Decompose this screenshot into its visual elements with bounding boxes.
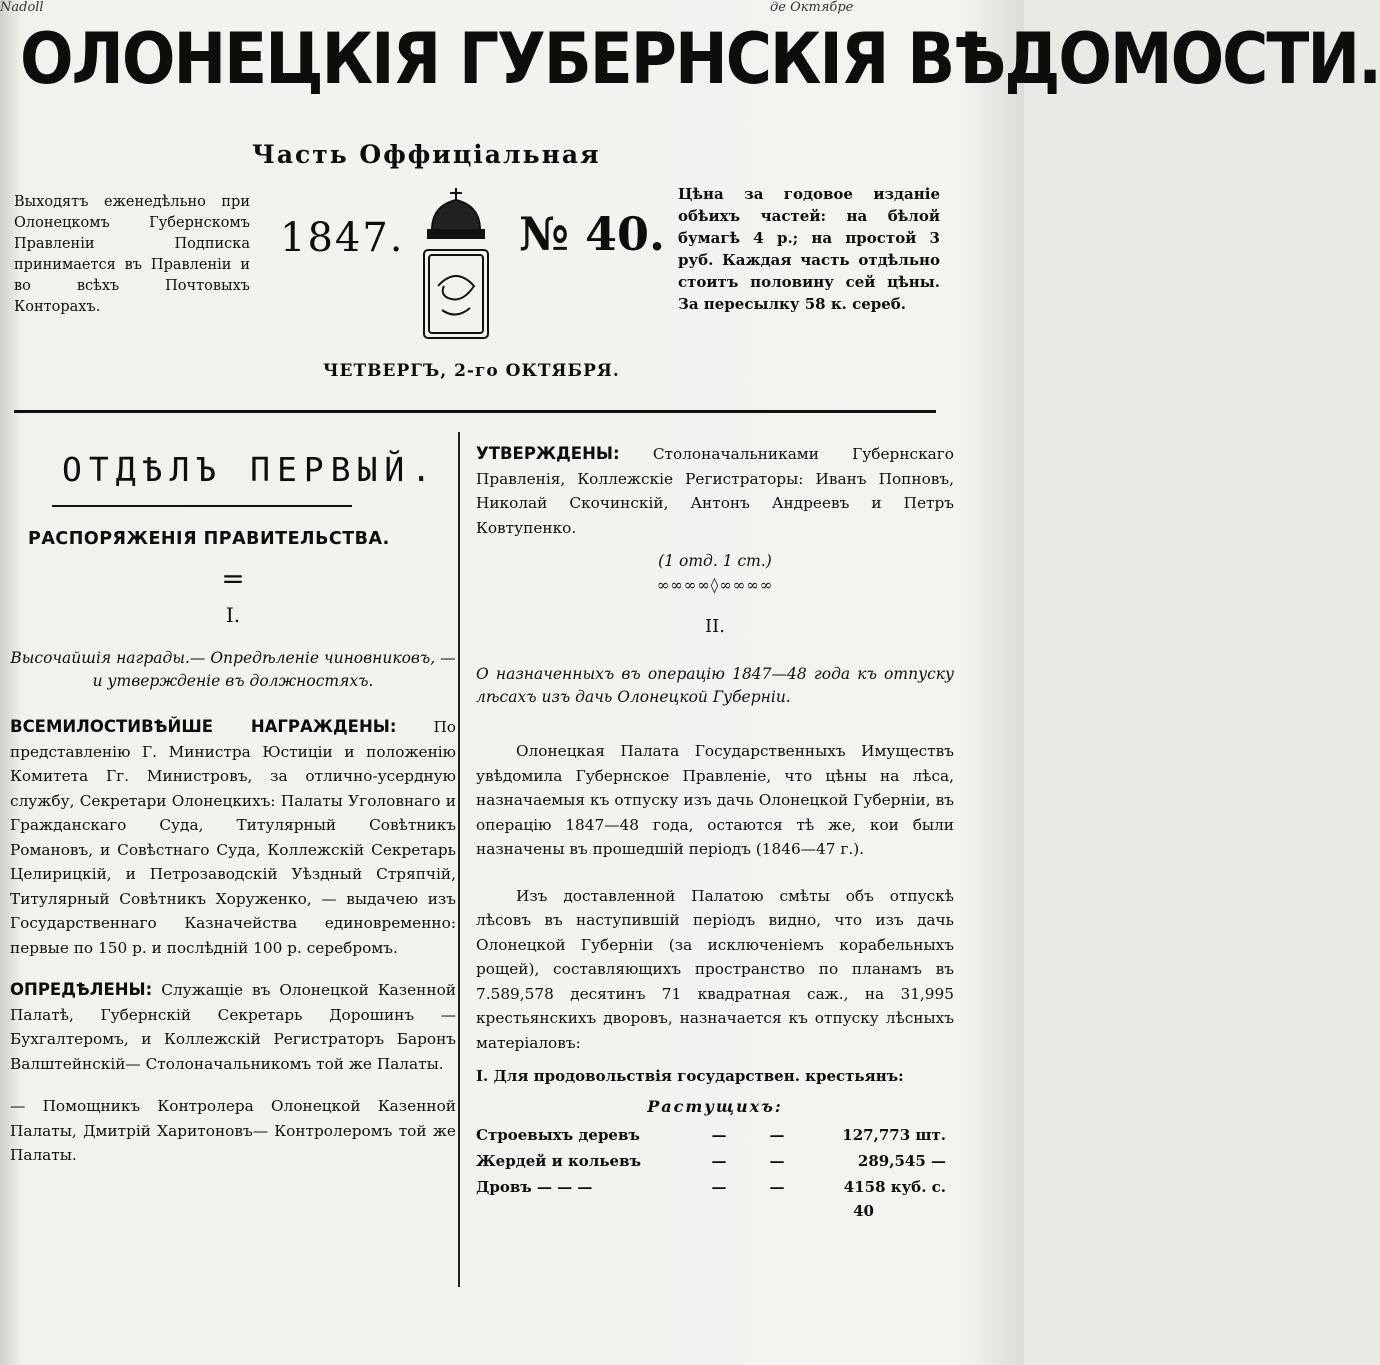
- issue-year: 1847.: [280, 215, 405, 261]
- row-label: Жердей и кольевъ: [476, 1152, 642, 1170]
- right-column: [476, 440, 954, 1220]
- row-dash: —: [711, 1126, 727, 1144]
- row-dash: —: [769, 1126, 785, 1144]
- price-note: Цѣна за годовое изданіе обѣихъ частей: на бѣлой бумагѣ 4 р.; на простой 3 руб. Каждая часть отдѣльно стоитъ половину сей цѣны. За пересылку 58 к. сереб.: [678, 185, 940, 313]
- left-column: [10, 440, 456, 1168]
- confirmed-text: Столоначальниками Губернскаго Правленія, Коллежскіе Регистраторы: Иванъ Попновъ, Николай Скочинскій, Антонъ Андреевъ и Петръ Ковтупенко.: [476, 445, 954, 537]
- page-number: 40: [853, 1202, 874, 1220]
- subscription-note: Выходятъ еженедѣльно при Олонецкомъ Губернскомъ Правленіи Подписка принимается въ Правленіи и во всѣхъ Почтовыхъ Конторахъ.: [14, 194, 250, 315]
- row-value: 4158 куб. с.: [843, 1178, 946, 1196]
- row-dash: —: [769, 1152, 785, 1170]
- peasants-subheading: I. Для продовольствія государствен. крестьянъ:: [476, 1067, 904, 1085]
- growing-heading: Растущихъ:: [647, 1097, 783, 1116]
- awards-text: По представленію Г. Министра Юстиціи и положенію Комитета Гг. Министровъ, за отлично-усердную службу, Секретари Олонецкихъ: Палаты Уголовнаго и Гражданскаго Суда, Титулярный Совѣтникъ Романовъ, и Совѣстнаго Суда, Коллежскій Секретарь Целирицкій, и Петрозаводскій Уѣздный Стряпчій, Титулярный Совѣтникъ Хоруженко, — выдачею изъ Государственнаго Казначейства единовременно: первые по 150 р. и послѣдній 100 р. серебромъ.: [10, 718, 456, 957]
- prices-paragraph: Олонецкая Палата Государственныхъ Имуществъ увѣдомила Губернское Правленіе, что цѣны на лѣса, назначаемыя къ отпуску изъ дачь Олонецкой Губерніи, въ операцію 1847—48 года, остаются тѣ же, кои были назначены въ прошедшій періодъ (1846—47 г.).: [476, 742, 954, 858]
- awards-paragraph: [10, 715, 456, 960]
- issue-number: № 40.: [519, 207, 666, 261]
- article-title-2: О назначенныхъ въ операцію 1847—48 года къ отпуску лѣсахъ изъ дачь Олонецкой Губерніи.: [476, 665, 954, 706]
- row-dash: —: [769, 1178, 785, 1196]
- section-title: ОТДѢЛЪ ПЕРВЫЙ.: [62, 450, 439, 489]
- issue-date: ЧЕТВЕРГЪ, 2-го ОКТЯБРЯ.: [323, 361, 620, 381]
- table-row: [476, 1148, 946, 1174]
- divider-mark: =: [221, 562, 245, 595]
- row-value: 127,773 шт.: [842, 1126, 946, 1144]
- timber-table: [476, 1122, 946, 1200]
- table-row: [476, 1174, 946, 1200]
- masthead-title: ОЛОНЕЦКІЯ ГУБЕРНСКІЯ ВѢДОМОСТИ.: [20, 18, 1380, 100]
- header-rule: [14, 410, 936, 413]
- government-orders-heading: РАСПОРЯЖЕНІЯ ПРАВИТЕЛЬСТВА.: [28, 529, 390, 549]
- flourish-divider: ∞∞∞∞◊∞∞∞∞: [656, 576, 774, 594]
- appointments-lead: ОПРЕДѢЛЕНЫ:: [10, 980, 153, 999]
- appointments-text: Служащіе въ Олонецкой Казенной Палатѣ, Губернскій Секретарь Дорошинъ —Бухгалтеромъ, и Коллежскій Регистраторъ Баронъ Валштейнскій— Столоначальникомъ той же Палаты.: [10, 981, 456, 1073]
- controller-paragraph: — Помощникъ Контролера Олонецкой Казенной Палаты, Дмитрій Харитоновъ— Контролеромъ той же Палаты.: [10, 1097, 456, 1164]
- confirmed-lead: УТВЕРЖДЕНЫ:: [476, 444, 620, 463]
- section-rule: [52, 505, 352, 507]
- awards-lead: ВСЕМИЛОСТИВѢЙШЕ НАГРАЖДЕНЫ:: [10, 717, 397, 736]
- reference-note: (1 отд. 1 ст.): [658, 552, 772, 570]
- column-divider: [458, 432, 460, 1287]
- row-dash: —: [711, 1178, 727, 1196]
- article-title-1: Высочайшія награды.— Опредѣленіе чиновниковъ, — и утвержденіе въ должностяхъ.: [10, 649, 456, 690]
- handwritten-mark-right: де Октябре: [770, 0, 854, 15]
- table-row: [476, 1122, 946, 1148]
- row-dash: —: [711, 1152, 727, 1170]
- article-number-1: I.: [225, 603, 241, 627]
- row-value: 289,545 —: [857, 1152, 946, 1170]
- confirmed-paragraph: [476, 442, 954, 540]
- article-number-2: II.: [705, 616, 725, 637]
- subtitle: Часть Оффиціальная: [252, 140, 601, 169]
- row-label: Дровъ — — —: [476, 1178, 593, 1196]
- row-label: Строевыхъ деревъ: [476, 1126, 640, 1144]
- handwritten-mark-left: Nad̃oll: [0, 0, 44, 15]
- estimate-paragraph: Изъ доставленной Палатою смѣты объ отпускѣ лѣсовъ въ наступившій періодъ видно, что изъ дачь Олонецкой Губерніи (за исключеніемъ корабельныхъ рощей), составляющихъ пространство по планамъ въ 7.589,578 десятинъ 71 квадратная саж., на 31,995 крестьянскихъ дворовъ, назначается къ отпуску лѣсныхъ матеріаловъ:: [476, 886, 954, 1052]
- appointments-paragraph: [10, 978, 456, 1076]
- crown-emblem-icon: [418, 186, 494, 346]
